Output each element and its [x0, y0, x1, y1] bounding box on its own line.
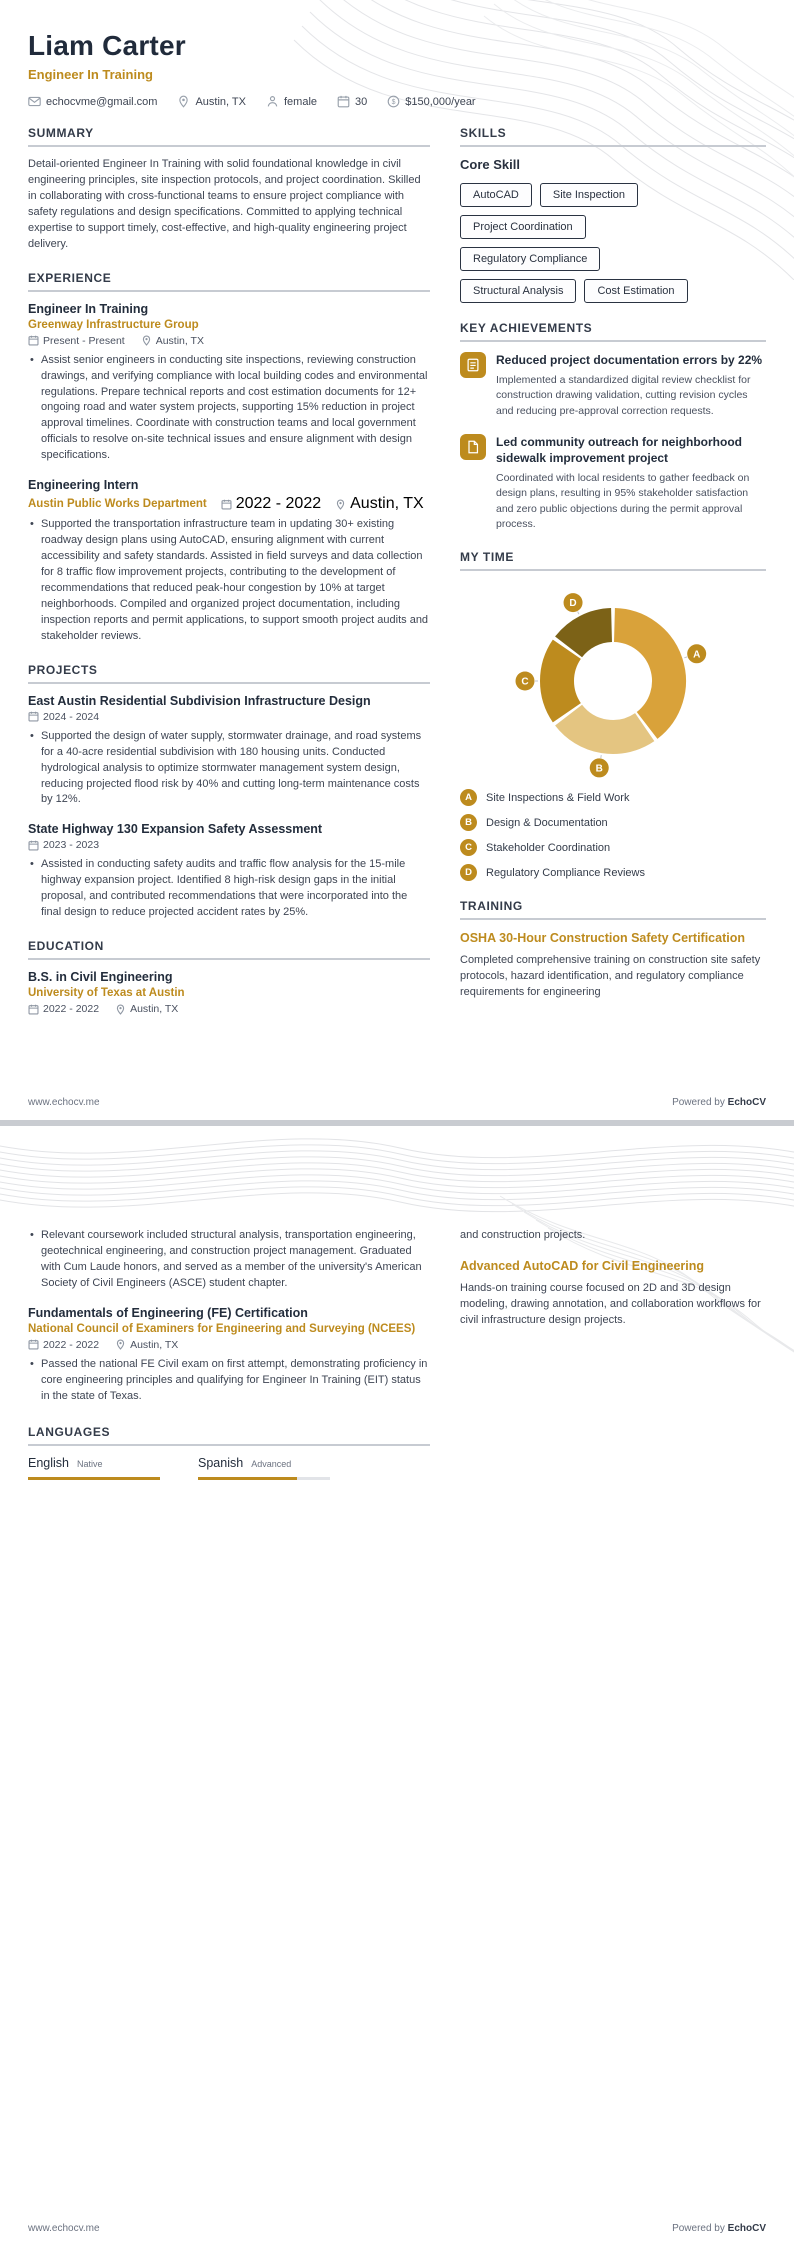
- project-title-1: East Austin Residential Subdivision Infrastructure Design: [28, 693, 371, 708]
- summary-heading: SUMMARY: [28, 126, 430, 147]
- right-column-page2: [460, 1228, 766, 1498]
- training-heading: TRAINING: [460, 899, 766, 920]
- svg-text:B: B: [595, 763, 603, 775]
- document-icon: [460, 434, 486, 460]
- my-time-chart-wrap: [460, 581, 766, 781]
- training-item: [460, 930, 766, 1001]
- job-bullet: • Assist senior engineers in conducting site inspections, reviewing construction drawings, and verifying compliance with local building codes and environmental regulations. Prepare technical reports and cost estimation documents for 12+ ongoing road and water system projects, supporting 15% reduction in project approval timelines. Coordinate with construction teams and local government officials to resolve on-site technical issues and ensure alignment with design specifications.: [28, 353, 430, 465]
- project-bullets-2: [28, 857, 430, 921]
- education-location-text-1: Austin, TX: [130, 1003, 179, 1016]
- calendar-icon: [28, 1004, 39, 1015]
- job-title-2: Engineering Intern: [28, 478, 139, 493]
- language-bar-1: [28, 1477, 160, 1480]
- legend-item: [460, 864, 766, 881]
- job-dates-text-2: 2022 - 2022: [235, 495, 322, 513]
- calendar-icon: [221, 499, 232, 510]
- achievements-heading: KEY ACHIEVEMENTS: [460, 321, 766, 342]
- checklist-icon: [460, 352, 486, 378]
- svg-text:A: A: [693, 649, 701, 661]
- svg-text:$: $: [391, 98, 396, 106]
- job-bullet: • Supported the transportation infrastructure team in updating 30+ existing roadway design plans using AutoCAD, ensuring alignment with current accessibility and safety standards. Assisted in field surveys and data collection for 8 traffic flow improvement projects, contributing to the development of recommendations that reduced peak-hour congestion by 10% at target neighborhoods. Compiled and organized project documentation, including inspection reports and permit applications, to support smooth project audits and stakeholder reviews.: [28, 517, 430, 645]
- education-bullets-2: [28, 1357, 430, 1405]
- training-item: [460, 1258, 766, 1329]
- contact-salary: [387, 95, 475, 108]
- legend-badge-b: B: [460, 814, 477, 831]
- my-time-legend: [460, 789, 766, 881]
- education-heading: EDUCATION: [28, 939, 430, 960]
- project-item: [28, 822, 430, 921]
- achievement-title-1: Reduced project documentation errors by 22%: [496, 353, 763, 367]
- project-title-2: State Highway 130 Expansion Safety Assessment: [28, 822, 323, 837]
- education-meta-2: [28, 1339, 430, 1351]
- job-title-1: Engineer In Training: [28, 301, 149, 316]
- my-time-section: [460, 550, 766, 881]
- legend-badge-c: C: [460, 839, 477, 856]
- achievement-title-2: Led community outreach for neighborhood sidewalk improvement project: [496, 434, 742, 466]
- candidate-name: Liam Carter: [28, 30, 186, 61]
- legend-label-b: Design & Documentation: [486, 816, 608, 829]
- education-item: [28, 970, 430, 1015]
- footer-powered-by: [672, 1097, 766, 1108]
- calendar-icon: [28, 711, 39, 722]
- email-icon: [28, 95, 41, 108]
- job-dates-2: [221, 495, 321, 513]
- experience-item: [28, 302, 430, 465]
- contact-email-text: echocvme@gmail.com: [46, 95, 158, 108]
- language-item: [28, 1456, 160, 1480]
- language-bar-2: [198, 1477, 330, 1480]
- job-company-1: Greenway Infrastructure Group: [28, 318, 199, 331]
- degree-2: Fundamentals of Engineering (FE) Certification: [28, 1305, 308, 1320]
- education-dates-text-2: 2022 - 2022: [43, 1338, 100, 1351]
- job-location-2: [335, 495, 424, 513]
- experience-heading: EXPERIENCE: [28, 271, 430, 292]
- languages-section: [28, 1425, 430, 1480]
- project-bullets-1: [28, 729, 430, 809]
- location-icon: [115, 1004, 126, 1015]
- education-item-continued: [28, 1228, 430, 1292]
- education-dates-1: [28, 1003, 99, 1015]
- calendar-icon: [28, 335, 39, 346]
- education-location-text-2: Austin, TX: [130, 1338, 179, 1351]
- candidate-title: Engineer In Training: [28, 67, 153, 82]
- footer-powered-by: [672, 2223, 766, 2234]
- skill-chip: Project Coordination: [460, 215, 586, 239]
- projects-heading: PROJECTS: [28, 663, 430, 684]
- skill-chip: Cost Estimation: [584, 279, 687, 303]
- resume-page-1: [0, 0, 794, 1120]
- experience-item: [28, 478, 430, 645]
- legend-item: [460, 789, 766, 806]
- school-1: University of Texas at Austin: [28, 987, 185, 1000]
- summary-text: Detail-oriented Engineer In Training with solid foundational knowledge in civil engineering principles, site inspection protocols, and project coordination. Skilled in collaborating with cross-functional teams to ensure project compliance with safety regulations and design specifications. Committed to applying technical expertise to support timely, cost-effective, and high-quality engineering project delivery.: [28, 158, 421, 250]
- my-time-heading: MY TIME: [460, 550, 766, 571]
- project-item: [28, 694, 430, 809]
- page2-columns: [0, 1126, 794, 1498]
- page-footer: [28, 2223, 766, 2234]
- job-location-1: [141, 335, 204, 347]
- skills-group-label: Core Skill: [460, 157, 520, 172]
- location-icon: [115, 1339, 126, 1350]
- education-dates-2: [28, 1339, 99, 1351]
- contact-age-text: 30: [355, 95, 368, 108]
- footer-brand-name: EchoCV: [727, 2223, 766, 2234]
- education-section: [28, 939, 430, 1015]
- achievements-section: [460, 321, 766, 532]
- achievement-text-1: Implemented a standardized digital review checklist for construction drawing validation, cutting revision cycles and reducing pre-approval correction requests.: [496, 374, 751, 417]
- education-location-2: [115, 1339, 178, 1351]
- legend-label-a: Site Inspections & Field Work: [486, 791, 630, 804]
- skill-chip: AutoCAD: [460, 183, 532, 207]
- legend-label-d: Regulatory Compliance Reviews: [486, 866, 645, 879]
- education-bullet: • Relevant coursework included structural analysis, transportation engineering, geotechnical engineering, and construction project management. Graduated with Cum Laude honors, and served as a member of the university's American Society of Civil Engineers (ASCE) student chapter.: [28, 1228, 430, 1292]
- language-level-2: Advanced: [251, 1458, 292, 1469]
- project-meta-1: [28, 711, 430, 723]
- legend-item: [460, 814, 766, 831]
- resume-header: [0, 0, 794, 108]
- project-dates-text-2: 2023 - 2023: [43, 839, 100, 852]
- education-item: [28, 1306, 430, 1405]
- contact-gender: [266, 95, 317, 108]
- experience-section: [28, 271, 430, 645]
- education-dates-text-1: 2022 - 2022: [43, 1003, 100, 1016]
- achievement-item: [460, 352, 766, 419]
- contact-location-text: Austin, TX: [195, 95, 246, 108]
- job-location-text-1: Austin, TX: [155, 334, 204, 347]
- contact-row: [28, 95, 766, 108]
- svg-text:D: D: [569, 598, 577, 610]
- languages-grid: [28, 1456, 430, 1480]
- project-bullet: • Assisted in conducting safety audits and traffic flow analysis for the 15-mile highway expansion project. Identified 8 high-risk design gaps in the initial proposal, and contributed recommendations that were incorporated into the final design to reduce projected accident rates by 25%.: [28, 857, 430, 921]
- education-bullets-1: [28, 1228, 430, 1292]
- project-bullet: • Supported the design of water supply, stormwater drainage, and road systems for a 40-acre residential subdivision with 180 housing units. Conducted hydrological analysis to optimize stormwater management system design, reducing projected flood risk by 40% and cutting long-term maintenance costs by 12%.: [28, 729, 430, 809]
- person-icon: [266, 95, 279, 108]
- legend-badge-d: D: [460, 864, 477, 881]
- degree-1: B.S. in Civil Engineering: [28, 970, 173, 985]
- footer-website[interactable]: www.echocv.me: [28, 2223, 100, 2234]
- achievement-text-2: Coordinated with local residents to gather feedback on design plans, resulting in 95% stakeholder satisfaction and zero public objections during the permit approval process.: [496, 472, 750, 530]
- location-icon: [141, 335, 152, 346]
- right-column: [460, 126, 766, 1033]
- job-company-2: Austin Public Works Department: [28, 498, 207, 511]
- skill-chip: Regulatory Compliance: [460, 247, 600, 271]
- footer-brand-name: EchoCV: [727, 1097, 766, 1108]
- project-dates-text-1: 2024 - 2024: [43, 710, 100, 723]
- training-text-1-continued: and construction projects.: [460, 1229, 586, 1241]
- job-dates-text-1: Present - Present: [43, 334, 125, 347]
- project-meta-2: [28, 839, 430, 851]
- job-meta-2: [28, 495, 430, 513]
- calendar-icon: [28, 1339, 39, 1350]
- language-level-1: Native: [77, 1458, 103, 1469]
- skill-chip: Structural Analysis: [460, 279, 576, 303]
- job-bullets-1: [28, 353, 430, 465]
- footer-powered-prefix: Powered by: [672, 1097, 725, 1108]
- skill-chip: Site Inspection: [540, 183, 638, 207]
- contact-email[interactable]: [28, 95, 157, 108]
- summary-section: [28, 126, 430, 253]
- resume-page-2: [0, 1126, 794, 2246]
- location-icon: [177, 95, 190, 108]
- training-text-2: Hands-on training course focused on 2D and 3D design modeling, drawing annotation, and collaboration workflows for civil infrastructure design projects.: [460, 1281, 761, 1326]
- contact-salary-text: $150,000/year: [405, 95, 476, 108]
- left-column: [28, 126, 430, 1033]
- skill-chips: [460, 183, 766, 303]
- legend-item: [460, 839, 766, 856]
- training-title-1: OSHA 30-Hour Construction Safety Certification: [460, 931, 745, 946]
- education-location-1: [115, 1003, 178, 1015]
- contact-age: [337, 95, 367, 108]
- left-column-page2: [28, 1228, 430, 1498]
- contact-gender-text: female: [283, 95, 318, 108]
- education-bullet: • Passed the national FE Civil exam on first attempt, demonstrating proficiency in core engineering principles and qualifying for Engineer In Training (EIT) status in the state of Texas.: [28, 1357, 430, 1405]
- training-title-2: Advanced AutoCAD for Civil Engineering: [460, 1258, 705, 1273]
- footer-website[interactable]: www.echocv.me: [28, 1097, 100, 1108]
- language-item: [198, 1456, 330, 1480]
- language-name-1: English: [28, 1455, 69, 1470]
- job-bullets-2: [28, 517, 430, 645]
- skills-heading: SKILLS: [460, 126, 766, 147]
- legend-label-c: Stakeholder Coordination: [486, 841, 611, 854]
- project-dates-1: [28, 711, 99, 723]
- svg-text:C: C: [521, 676, 529, 688]
- job-location-text-2: Austin, TX: [350, 495, 424, 513]
- language-name-2: Spanish: [198, 1455, 244, 1470]
- contact-location: [177, 95, 246, 108]
- skills-section: [460, 126, 766, 303]
- legend-badge-a: A: [460, 789, 477, 806]
- footer-powered-prefix: Powered by: [672, 2223, 725, 2234]
- project-dates-2: [28, 839, 99, 851]
- languages-heading: LANGUAGES: [28, 1425, 430, 1446]
- job-meta-1: [28, 335, 430, 347]
- salary-icon: [387, 95, 400, 108]
- training-text-1: Completed comprehensive training on construction site safety protocols, hazard identification, and regulatory compliance requirements for engineering: [460, 953, 761, 998]
- page1-columns: [0, 126, 794, 1033]
- calendar-icon: [337, 95, 350, 108]
- achievement-item: [460, 434, 766, 532]
- page-footer: [28, 1097, 766, 1108]
- projects-section: [28, 663, 430, 921]
- location-icon: [335, 499, 346, 510]
- job-dates-1: [28, 335, 125, 347]
- education-meta-1: [28, 1003, 430, 1015]
- calendar-icon: [28, 840, 39, 851]
- my-time-chart: [498, 581, 728, 781]
- training-section: [460, 899, 766, 1001]
- school-2: National Council of Examiners for Engineering and Surveying (NCEES): [28, 1322, 416, 1335]
